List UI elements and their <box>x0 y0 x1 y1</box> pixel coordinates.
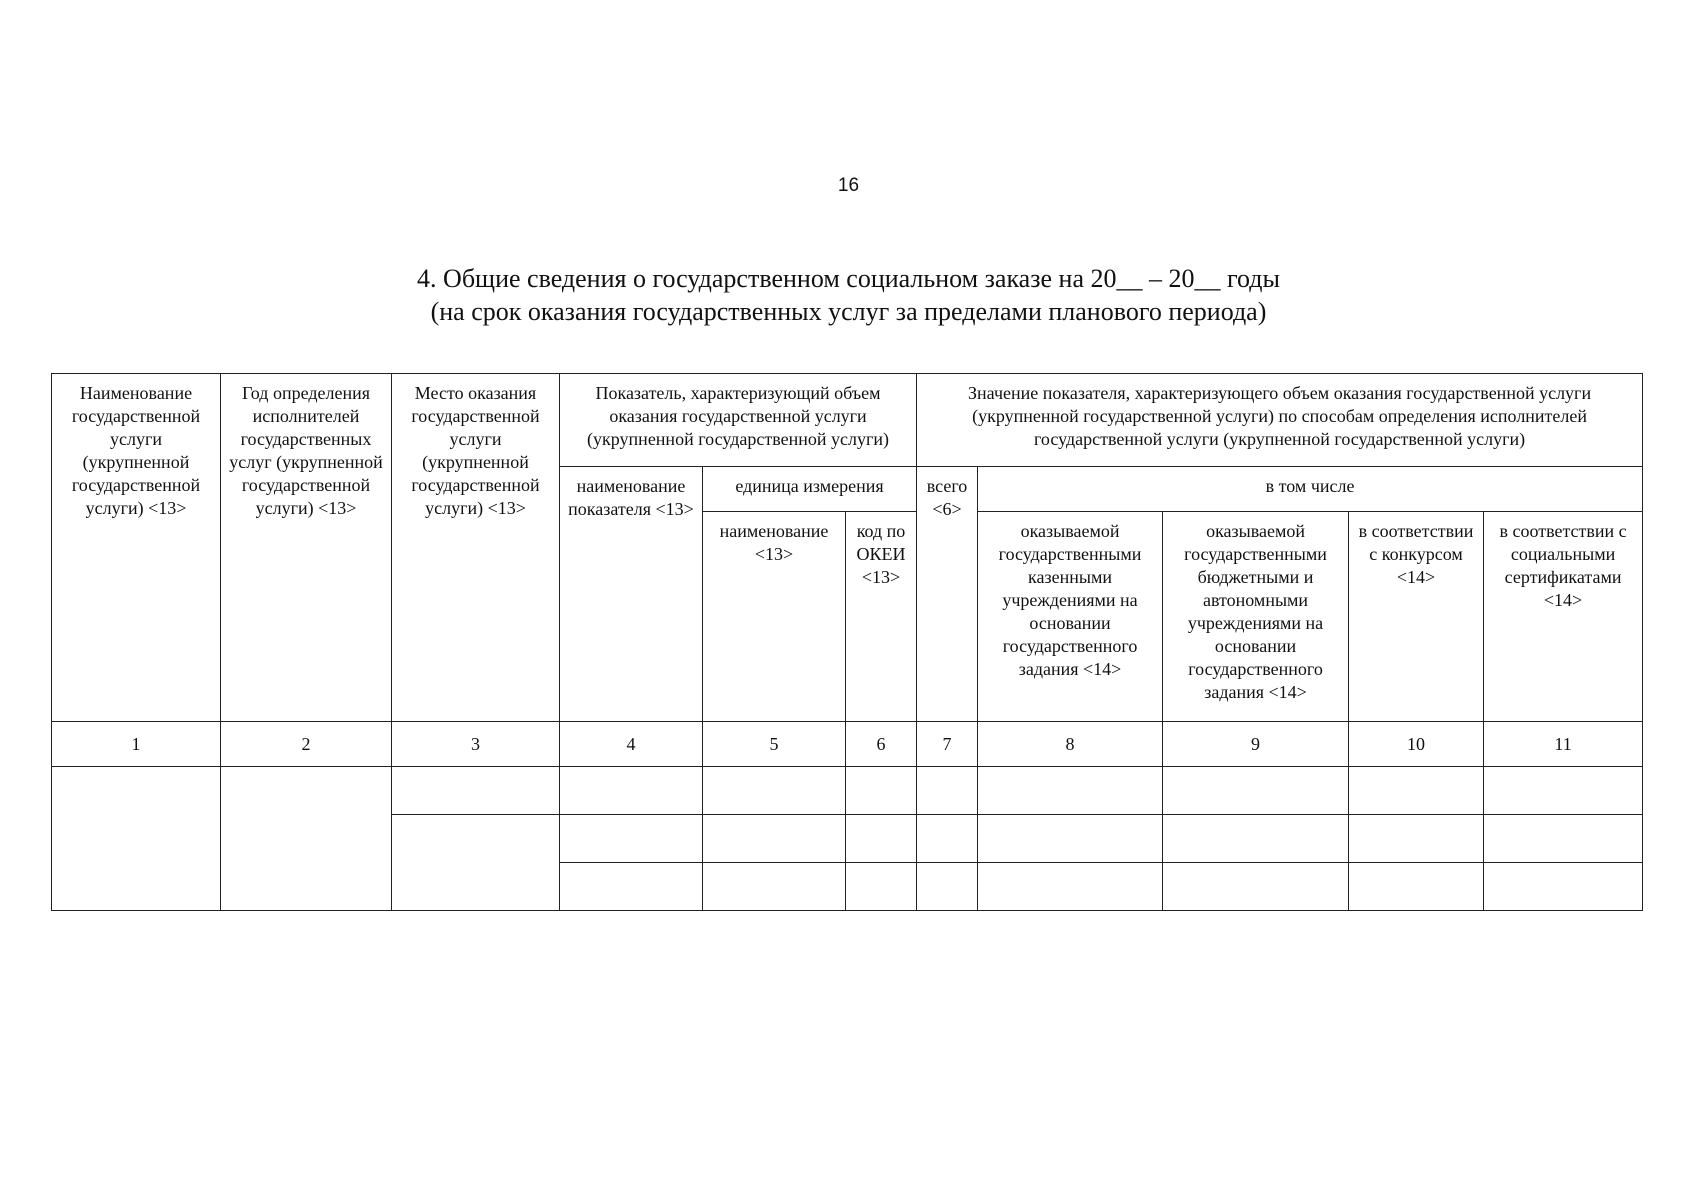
header-including: в том числе <box>978 467 1643 512</box>
header-service-place: Место оказания государственной услуги (укрупненной государственной услуги) <13> <box>392 374 560 722</box>
section-title <box>0 262 1697 328</box>
header-year-of-determination: Год определения исполнителей государственных услуг (укрупненной государственной услуги) <13> <box>221 374 392 722</box>
header-okei-code: код по ОКЕИ <13> <box>846 512 917 722</box>
social-order-table <box>51 373 1643 911</box>
column-number: 4 <box>560 722 703 767</box>
empty-cell <box>846 815 917 863</box>
page-number: 16 <box>837 175 860 196</box>
empty-cell <box>1163 863 1349 911</box>
empty-cell <box>1349 767 1484 815</box>
header-service-name: Наименование государственной услуги (укрупненной государственной услуги) <13> <box>52 374 221 722</box>
section-title-line-1: 4. Общие сведения о государственном социальном заказе на 20__ – 20__ годы <box>417 264 1280 293</box>
empty-cell <box>917 815 978 863</box>
column-number: 8 <box>978 722 1163 767</box>
empty-cell <box>1349 815 1484 863</box>
empty-cell <box>1484 815 1643 863</box>
header-indicator-name: наименование показателя <13> <box>560 467 703 722</box>
header-budget-autonomous-institutions: оказываемой государственными бюджетными и автономными учреждениями на основании государственного задания <14> <box>1163 512 1349 722</box>
empty-cell <box>560 863 703 911</box>
header-by-competition: в соответствии с конкурсом <14> <box>1349 512 1484 722</box>
column-number: 7 <box>917 722 978 767</box>
empty-cell-place <box>392 815 560 911</box>
empty-cell <box>560 815 703 863</box>
column-number: 9 <box>1163 722 1349 767</box>
empty-cell <box>560 767 703 815</box>
header-by-social-certificates: в соответствии с социальными сертификатами <14> <box>1484 512 1643 722</box>
empty-cell <box>978 863 1163 911</box>
column-number: 10 <box>1349 722 1484 767</box>
column-number: 5 <box>703 722 846 767</box>
empty-cell <box>917 863 978 911</box>
empty-cell <box>846 767 917 815</box>
empty-cell-service-name <box>52 767 221 911</box>
header-unit-of-measure: единица измерения <box>703 467 917 512</box>
header-total: всего <6> <box>917 467 978 722</box>
empty-cell <box>917 767 978 815</box>
section-title-line-2: (на срок оказания государственных услуг за пределами планового периода) <box>430 297 1267 326</box>
empty-cell <box>978 815 1163 863</box>
header-state-owned-institutions: оказываемой государственными казенными учреждениями на основании государственного задания <14> <box>978 512 1163 722</box>
empty-cell <box>1484 767 1643 815</box>
header-volume-indicator: Показатель, характеризующий объем оказания государственной услуги (укрупненной государственной услуги) <box>560 374 917 467</box>
header-unit-name: наименование <13> <box>703 512 846 722</box>
empty-cell <box>703 863 846 911</box>
empty-cell <box>978 767 1163 815</box>
empty-cell <box>1163 815 1349 863</box>
column-number: 6 <box>846 722 917 767</box>
header-indicator-value: Значение показателя, характеризующего объем оказания государственной услуги (укрупненной государственной услуги) по способам определения исполнителей государственной услуги (укрупненной государственной услуги) <box>917 374 1643 467</box>
empty-cell <box>846 863 917 911</box>
column-number: 11 <box>1484 722 1643 767</box>
empty-cell <box>1484 863 1643 911</box>
empty-cell-place <box>392 767 560 815</box>
column-number: 1 <box>52 722 221 767</box>
empty-cell <box>703 767 846 815</box>
column-number: 2 <box>221 722 392 767</box>
column-number: 3 <box>392 722 560 767</box>
empty-cell <box>1163 767 1349 815</box>
empty-cell <box>1349 863 1484 911</box>
empty-cell-year <box>221 767 392 911</box>
empty-cell <box>703 815 846 863</box>
